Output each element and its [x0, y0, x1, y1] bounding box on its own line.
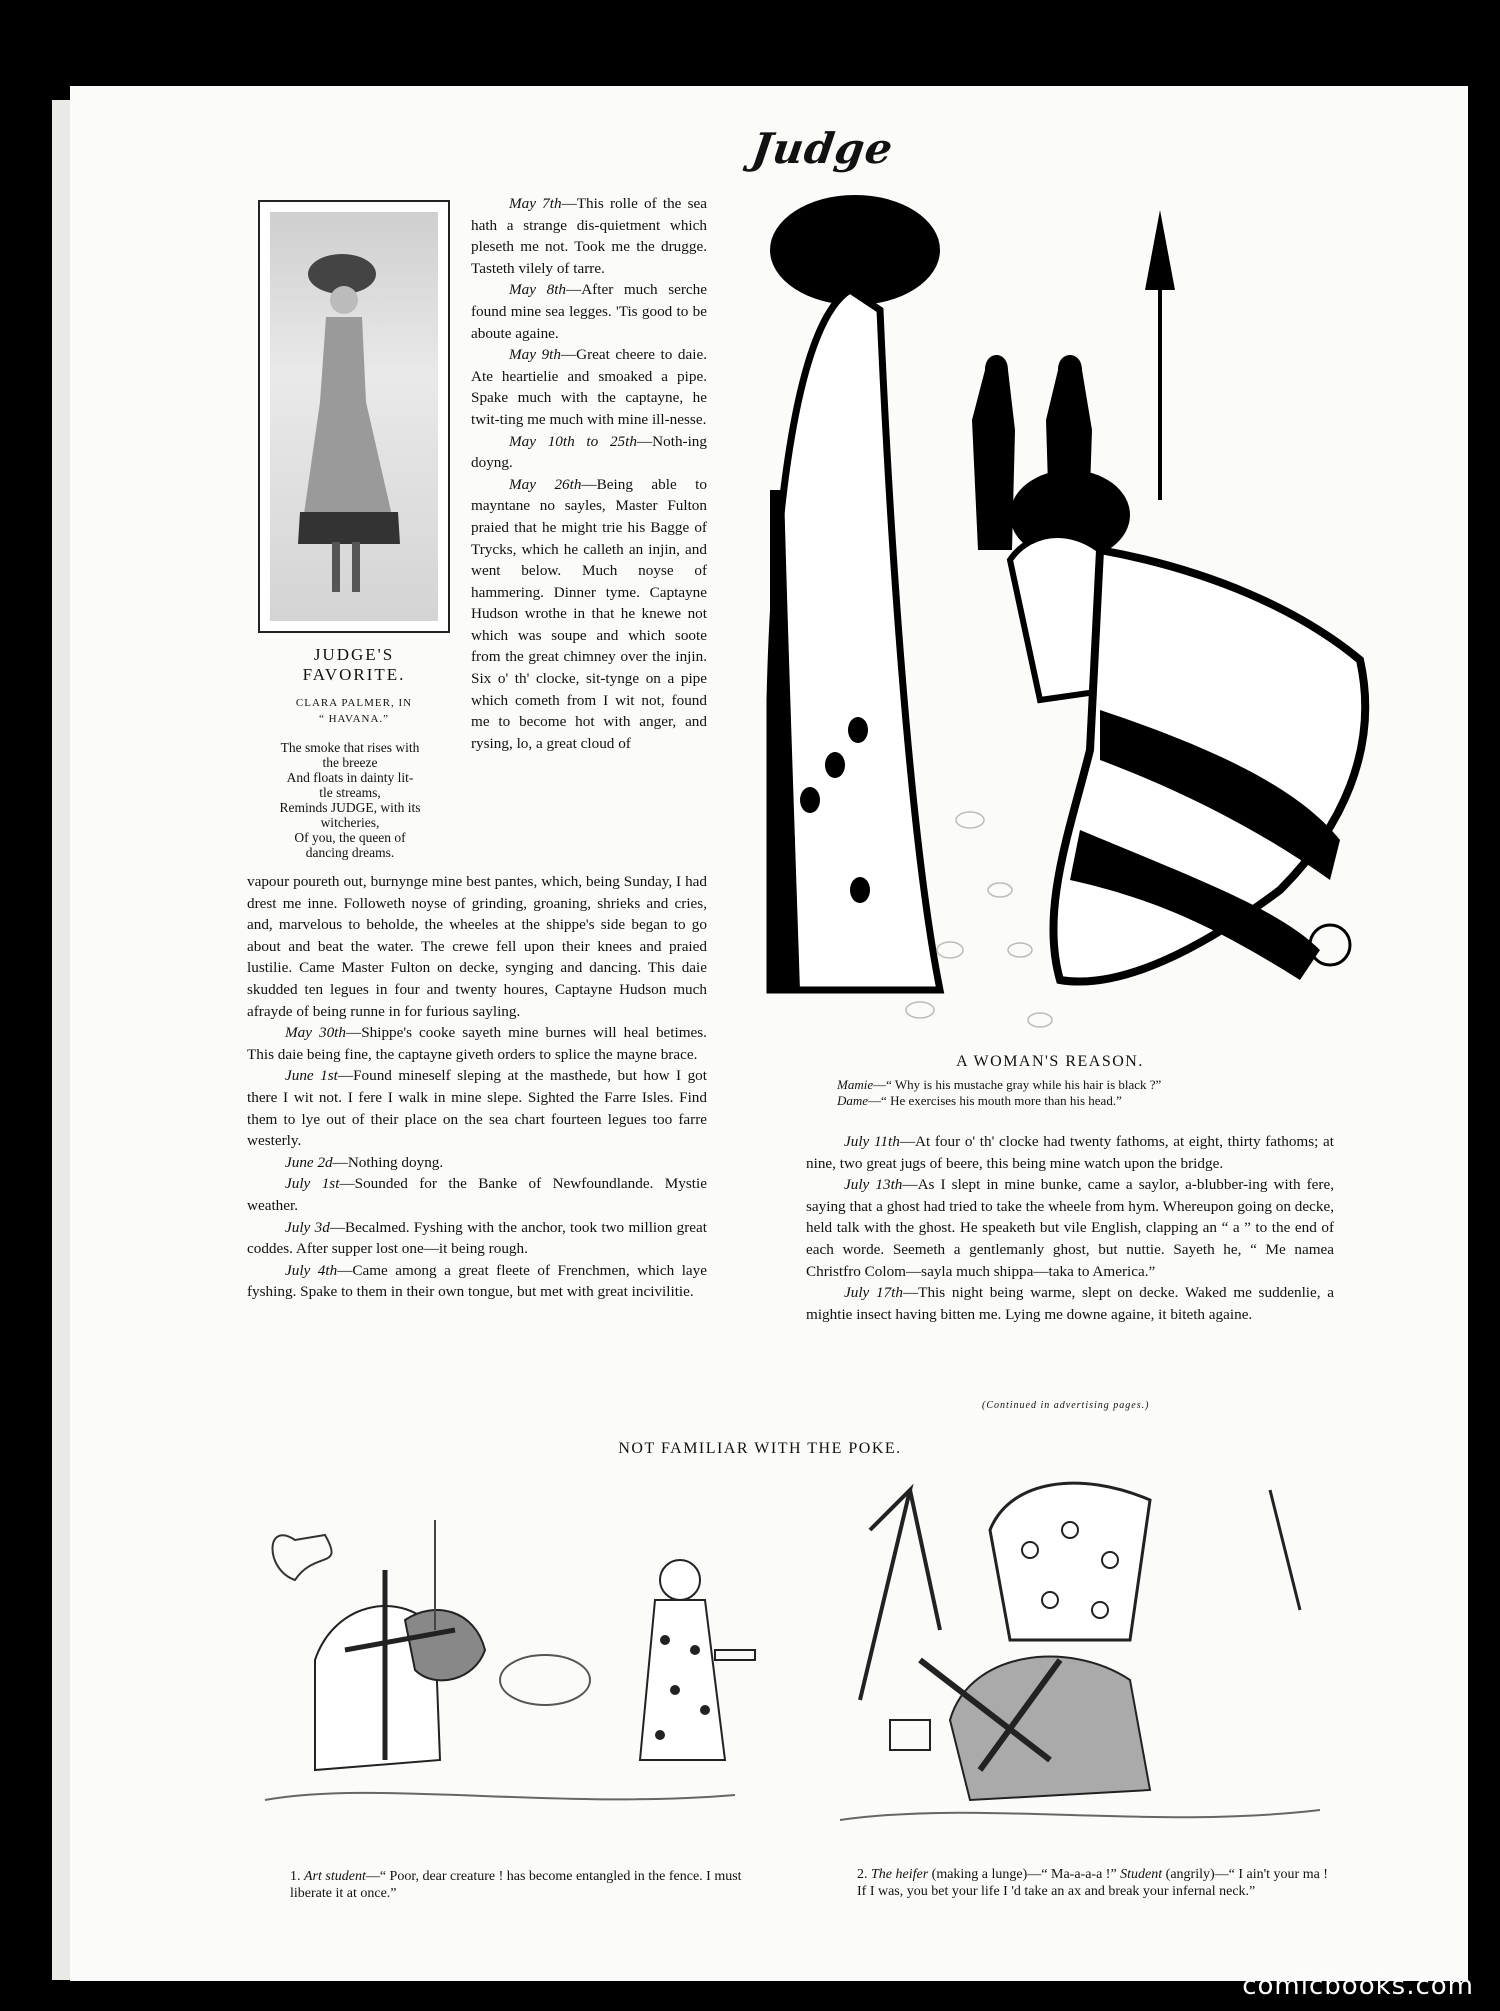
- diary-entry: [247, 1065, 707, 1151]
- entry-date: June 2d: [285, 1153, 333, 1171]
- entry-date: July 13th: [844, 1176, 903, 1194]
- entry-text: —Noth-ing doyng.: [471, 432, 707, 472]
- entry-text: —Great cheere to daie. Ate heartielie and smoaked a pipe. Spake much with the captayne, he twit-ting me much with mine ill-nesse.: [471, 346, 707, 428]
- diary-entry: [247, 1152, 707, 1174]
- diary-entry: [471, 474, 707, 755]
- watermark: comicbooks.com: [1242, 1971, 1474, 2001]
- diary-entry: [471, 279, 707, 344]
- entry-text: —Being able to mayntane no sayles, Master Fulton praied that he might trie his Bagge of Trycks, which he calleth an injin, and went below. Much noyse of hammering. Dinner tyme. Captayne Hudson wrothe in that he knewe not which was soupe and which soote from the great chimney over the injin. Six o' th' clocke, sit-tynge on a pipe which cometh from I wit not, found me to become hot with anger, and rysing, lo, a great cloud of: [471, 475, 707, 752]
- photo-subcaption-line2: “ HAVANA.”: [318, 713, 390, 725]
- poem-line: Reminds JUDGE, with its: [279, 800, 421, 815]
- entry-date: July 3d: [285, 1218, 330, 1236]
- page-spine: [52, 100, 70, 1980]
- womans-reason-illustration: [740, 190, 1400, 1040]
- line-text: —“ Why is his mustache gray while his hair is black ?”: [873, 1077, 1162, 1092]
- entry-text: —Nothing doyng.: [332, 1153, 444, 1171]
- poke-panel-2-caption: [857, 1866, 1333, 1900]
- speaker: Dame: [837, 1093, 869, 1108]
- diary-entry: [806, 1282, 1334, 1325]
- poem-line: The smoke that rises with: [280, 740, 420, 755]
- diary-entry: [247, 1217, 707, 1260]
- caption-speaker: Art student: [304, 1869, 366, 1884]
- caption-number: 1.: [290, 1869, 301, 1884]
- poem: [250, 740, 450, 860]
- poem-line: And floats in dainty lit-: [286, 770, 414, 785]
- entry-text: —Becalmed. Fyshing with the anchor, took two million great coddes. After supper lost one—it being rough.: [247, 1218, 708, 1258]
- line-text: —“ He exercises his mouth more than his head.”: [868, 1093, 1122, 1108]
- poem-line: witcheries,: [320, 815, 380, 830]
- entry-date: May 8th: [509, 281, 567, 299]
- entry-date: May 30th: [285, 1024, 346, 1042]
- poem-line: dancing dreams.: [305, 845, 395, 860]
- womans-reason-title: A WOMAN'S REASON.: [956, 1053, 1144, 1070]
- entry-text: —After much serche found mine sea legges. 'Tis good to be aboute againe.: [471, 281, 707, 342]
- poem-line: tle streams,: [319, 785, 381, 800]
- diary-entry: [471, 344, 707, 430]
- diary-column-right: [806, 1131, 1334, 1325]
- entry-text: —Shippe's cooke sayeth mine burnes will heal betimes. This daie being fine, the captayne giveth orders to splice the mayne brace.: [247, 1024, 707, 1063]
- entry-date: June 1st: [285, 1067, 338, 1085]
- photo-caption-line1: JUDGE'S: [313, 645, 395, 664]
- diary-column-narrow: [471, 193, 707, 754]
- entry-date: July 1st: [285, 1175, 340, 1193]
- diary-entry: [806, 1174, 1334, 1282]
- photo-caption-line2: FAVORITE.: [302, 665, 406, 684]
- entry-text: —Sounded for the Banke of Newfoundlande. Mystie weather.: [247, 1175, 707, 1214]
- poke-panel-2-illustration: [830, 1470, 1330, 1850]
- photo-frame: [258, 200, 450, 633]
- actress-photo: [270, 212, 438, 621]
- entry-text: —This rolle of the sea hath a strange dis-quietment which pleseth me not. Took me the drugge. Tasteth vilely of tarre.: [471, 195, 707, 277]
- caption-text: (angrily)—“ I ain't your ma ! If I was, you bet your life I 'd take an ax and break your infernal neck.”: [857, 1867, 1328, 1899]
- entry-text: —At four o' th' clocke had twenty fathoms, at eight, thirty fathoms; at nine, two great jugs of beere, this being mine watch upon the bridge.: [806, 1133, 1334, 1172]
- poem-line: Of you, the queen of: [294, 830, 406, 845]
- entry-text: —This night being warme, slept on decke. Waked me suddenlie, a mightie insect having bitten me. Lying me downe againe, it biteth againe.: [806, 1284, 1334, 1323]
- entry-date: May 10th to 25th: [509, 432, 637, 450]
- caption-text: (making a lunge)—“ Ma-a-a-a !”: [928, 1867, 1117, 1882]
- diary-entry: [806, 1131, 1334, 1174]
- entry-text: —Found mineself sleping at the masthede, but how I got there I wit not. I fere I walk in mine slepe. Sighted the Farre Isles. Find them to lye out of their place on the sea chart fourteen legues too farre westerly.: [247, 1067, 707, 1150]
- poke-panel-1-caption: [290, 1868, 760, 1902]
- entry-date: July 17th: [844, 1284, 903, 1302]
- poke-panel-1-illustration: [255, 1480, 770, 1850]
- entry-date: July 4th: [285, 1261, 338, 1279]
- masthead-logo: Judge: [748, 124, 897, 173]
- diary-entry: [247, 1260, 707, 1303]
- womans-reason-dialogue: [837, 1077, 1317, 1109]
- entry-text: —Came among a great fleete of Frenchmen, which laye fyshing. Spake to them in their own tongue, but met with great incivilitie.: [247, 1261, 707, 1301]
- diary-entry: [471, 431, 707, 474]
- caption-number: 2.: [857, 1867, 868, 1882]
- entry-text: vapour poureth out, burnynge mine best pantes, which, being Sunday, I had drest me inne. Followeth noyse of grinding, groaning, shrieks and cries, and, marvelous to beholde, the wheeles at the shippe's side began to go about and beat the water. The crewe fell upon their knees and praied lustilie. Came Master Fulton on decke, synging and dancing. This daie skudded ten legues in four and twenty houres, Captayne Hudson much afrayde of being runne in for furious sayling.: [247, 873, 707, 1020]
- actress-figure-image: [270, 212, 438, 621]
- diary-entry: [471, 193, 707, 279]
- diary-entry: [247, 871, 707, 1022]
- caption-speaker: The heifer: [871, 1867, 929, 1882]
- speaker: Mamie: [837, 1077, 874, 1092]
- entry-date: May 26th: [509, 475, 582, 493]
- diary-entry: [247, 1022, 707, 1065]
- entry-date: May 7th: [509, 195, 562, 212]
- dialogue-line: [837, 1077, 1317, 1093]
- continued-note: (Continued in advertising pages.): [982, 1400, 1150, 1411]
- entry-text: —As I slept in mine bunke, came a saylor, a-blubber-ing with fere, saying that a ghost had tried to take the wheele from hym. Whereupon going on decke, held talk with the ghost. He speaketh but vile English, clapping an “ a ” to the end of each worde. Seemeth a gentlemanly ghost, but nuttie. Sayeth he, “ Me namea Christfro Colom—sayla much shippa—taka to America.”: [806, 1176, 1335, 1280]
- entry-date: July 11th: [844, 1133, 900, 1150]
- diary-entry: [247, 1173, 707, 1216]
- poke-cartoon-title: NOT FAMILIAR WITH THE POKE.: [618, 1440, 902, 1457]
- caption-text: —“ Poor, dear creature ! has become entangled in the fence. I must liberate it at once.”: [290, 1869, 742, 1901]
- poem-line: the breeze: [322, 755, 378, 770]
- dialogue-line: [837, 1093, 1317, 1109]
- entry-date: May 9th: [509, 346, 561, 364]
- diary-column-wide: [247, 871, 707, 1303]
- caption-speaker: Student: [1120, 1867, 1163, 1882]
- photo-subcaption-line1: CLARA PALMER, IN: [295, 697, 413, 709]
